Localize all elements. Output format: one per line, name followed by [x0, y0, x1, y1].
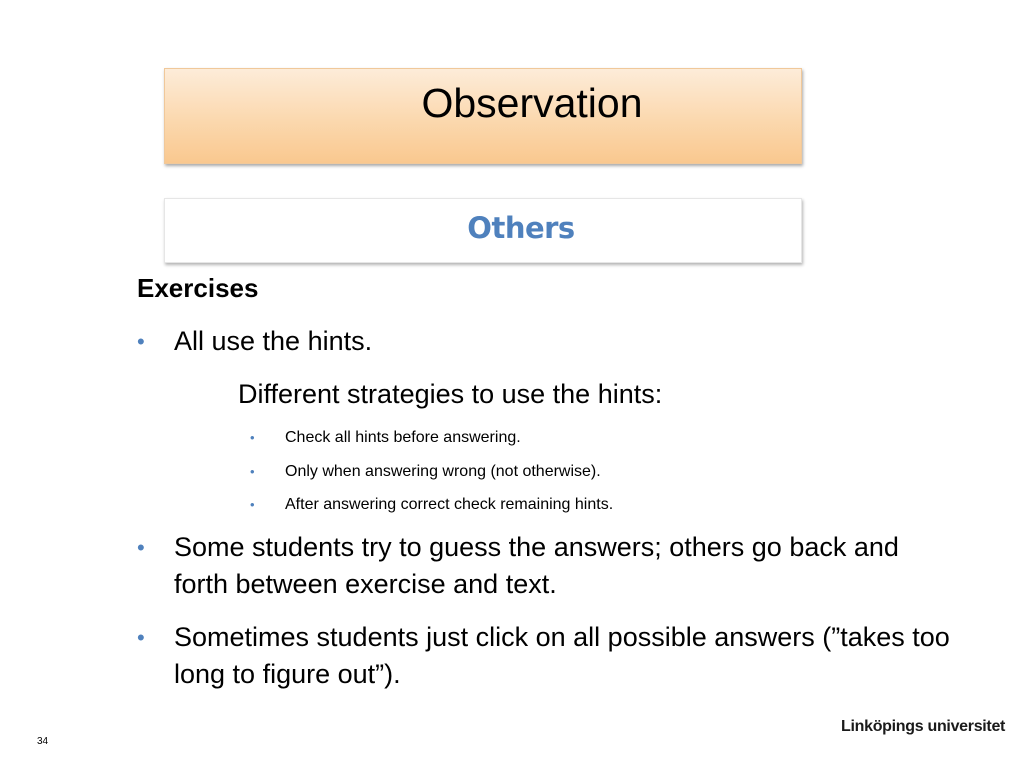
bullet-text: Sometimes students just click on all possible answers (”takes too long to figure out”).	[174, 622, 950, 689]
sub-bullet-item	[250, 494, 850, 516]
bullet-item	[137, 619, 957, 693]
bullet-icon: •	[137, 329, 145, 354]
page-number: 34	[37, 736, 49, 747]
slide-subtitle: Others	[467, 211, 575, 245]
bullet-icon: •	[137, 535, 145, 560]
bullet-icon: •	[250, 497, 255, 512]
slide-title: Observation	[421, 80, 643, 126]
bullet-icon: •	[250, 430, 255, 445]
sub-bullet-text: Only when answering wrong (not otherwise).	[285, 463, 601, 480]
bullet-item	[137, 529, 957, 603]
sub-bullet-text: After answering correct check remaining hints.	[285, 496, 614, 513]
strategies-intro: Different strategies to use the hints:	[238, 379, 663, 409]
bullet-icon: •	[250, 464, 255, 479]
bullet-item	[137, 323, 957, 360]
bullet-icon: •	[137, 625, 145, 650]
sub-bullet-item	[250, 427, 850, 449]
sub-bullet-item	[250, 461, 850, 483]
bullet-text: All use the hints.	[174, 326, 373, 356]
university-logo: Linköpings universitet	[841, 718, 1006, 735]
sub-bullet-text: Check all hints before answering.	[285, 429, 521, 446]
section-heading: Exercises	[137, 273, 259, 303]
bullet-text: Some students try to guess the answers; others go back and forth between exercise and text.	[174, 532, 899, 599]
